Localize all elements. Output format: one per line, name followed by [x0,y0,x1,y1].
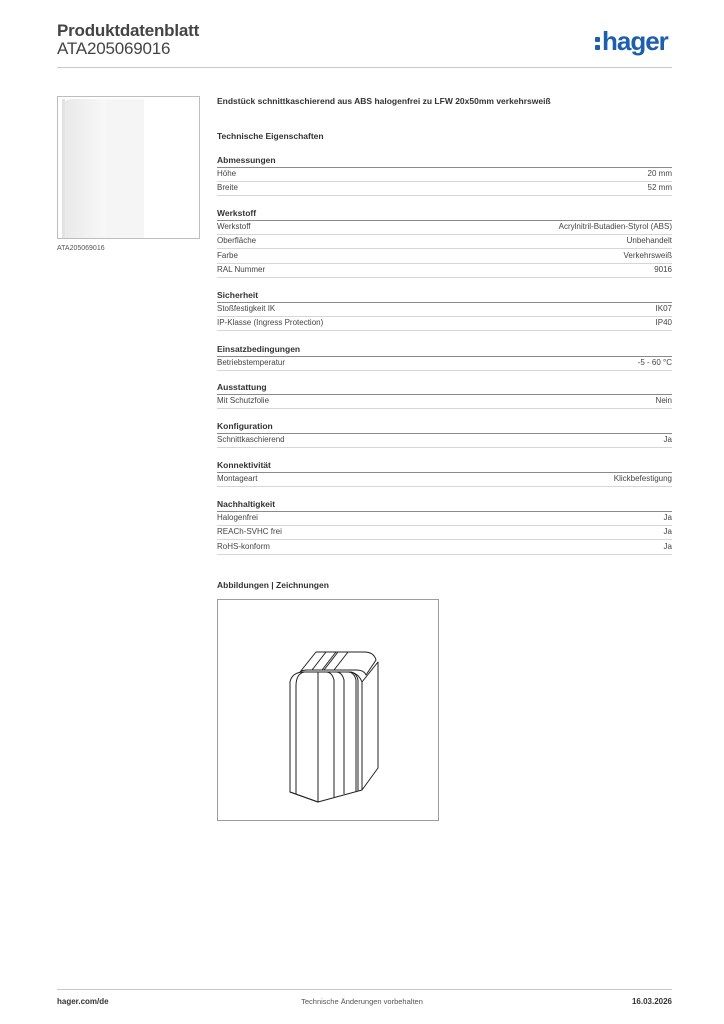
spec-label: Werkstoff [217,222,251,231]
logo-text: hager [602,26,668,56]
footer-date: 16.03.2026 [631,997,672,1006]
spec-row [217,526,672,540]
spec-row [217,264,672,278]
spec-row [217,168,672,182]
product-title: Endstück schnittkaschierend aus ABS halogenfrei zu LFW 20x50mm verkehrsweiß [217,96,551,106]
spec-label: IP-Klasse (Ingress Protection) [217,318,324,328]
spec-label: Höhe [217,169,237,178]
spec-value: 9016 [654,265,672,275]
spec-value: Ja [663,541,672,551]
spec-value: Ja [663,435,672,444]
spec-label: Montageart [217,474,258,483]
spec-label: RoHS-konform [217,541,270,551]
spec-value: Nein [655,396,672,405]
product-photo [57,96,200,239]
spec-row [217,182,672,196]
header-divider [57,67,672,68]
spec-label: Mit Schutzfolie [217,396,270,405]
hager-logo [595,26,668,56]
spec-label: Halogenfrei [217,513,258,522]
spec-row [217,303,672,317]
photo-caption: ATA205069016 [57,245,105,252]
spec-section-title: Konnektivität [217,460,271,470]
spec-row [217,221,672,235]
spec-label: REACh-SVHC frei [217,527,282,537]
spec-section-title: Sicherheit [217,290,259,300]
spec-label: Oberfläche [217,236,257,246]
spec-section-title: Abmessungen [217,155,276,165]
spec-value: Verkehrsweiß [623,250,672,260]
spec-value: Acrylnitril-Butadien-Styrol (ABS) [558,222,672,231]
end-cap-drawing-icon [218,600,438,820]
end-cap-photo-icon [58,97,199,238]
footer-disclaimer: Technische Änderungen vorbehalten [301,997,423,1006]
spec-value: Ja [663,527,672,537]
spec-value: IP40 [655,318,672,328]
spec-value: IK07 [655,304,672,313]
spec-row [217,395,672,409]
spec-value: 20 mm [647,169,672,178]
spec-section-title: Ausstattung [217,382,267,392]
technical-drawing [217,599,439,821]
spec-row [217,541,672,555]
footer-website: hager.com/de [57,997,109,1006]
spec-label: Betriebstemperatur [217,358,286,367]
spec-label: Breite [217,183,238,193]
spec-value: Unbehandelt [626,236,672,246]
spec-section-title: Nachhaltigkeit [217,499,276,509]
spec-value: 52 mm [647,183,672,193]
spec-value: -5 - 60 °C [637,358,672,367]
spec-row [217,250,672,264]
spec-value: Klickbefestigung [613,474,672,483]
spec-row [217,235,672,249]
spec-label: Stoßfestigkeit IK [217,304,276,313]
spec-row [217,317,672,331]
document-title: Produktdatenblatt [57,21,200,40]
spec-section-title: Einsatzbedingungen [217,344,301,354]
spec-section-title: Konfiguration [217,421,273,431]
spec-label: Farbe [217,250,238,260]
spec-row [217,473,672,487]
spec-section-title: Werkstoff [217,208,257,218]
logo-colon-icon [595,35,600,51]
spec-label: RAL Nummer [217,265,266,275]
spec-label: Schnittkaschierend [217,435,285,444]
spec-value: Ja [663,513,672,522]
spec-row [217,434,672,448]
footer-divider [57,989,672,990]
spec-row [217,357,672,371]
images-heading: Abbildungen | Zeichnungen [217,580,329,590]
spec-row [217,512,672,526]
specs-heading: Technische Eigenschaften [217,131,324,141]
article-number: ATA205069016 [57,39,171,58]
